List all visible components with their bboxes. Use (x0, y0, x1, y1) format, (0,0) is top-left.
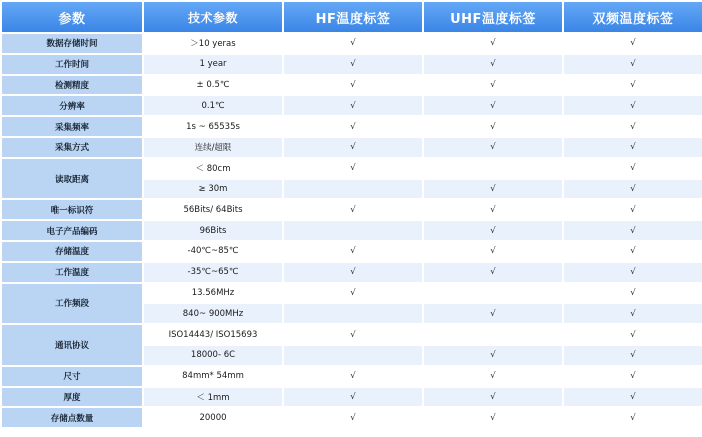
check-mark-icon: √ (630, 163, 636, 174)
table-row (2, 138, 702, 157)
table-row (2, 117, 702, 136)
check-mark-icon: √ (490, 100, 496, 111)
check-mark-icon: √ (350, 412, 356, 423)
spec-value-cell: 96Bits (144, 221, 282, 240)
spec-value-cell: 0.1℃ (144, 96, 282, 115)
dual-check-cell (564, 55, 702, 74)
dual-check-cell (564, 34, 702, 53)
check-mark-icon: √ (350, 287, 356, 298)
check-mark-icon: √ (490, 412, 496, 423)
dual-check-cell (564, 200, 702, 219)
dual-check-cell (564, 76, 702, 95)
param-name-cell: 工作温度 (2, 263, 142, 282)
spec-value-cell: 1 year (144, 55, 282, 74)
spec-value-cell: -35℃~65℃ (144, 263, 282, 282)
hf-check-cell (284, 408, 422, 427)
param-name-cell: 尺寸 (2, 367, 142, 386)
param-name-cell: 通讯协议 (2, 325, 142, 365)
spec-value-cell: 20000 (144, 408, 282, 427)
hf-check-cell (284, 55, 422, 74)
check-mark-icon: √ (350, 100, 356, 111)
check-mark-icon: √ (490, 59, 496, 70)
spec-value-cell: ＞10 yeras (144, 34, 282, 53)
uhf-check-cell (424, 159, 562, 178)
uhf-check-cell (424, 55, 562, 74)
table-row (2, 325, 702, 344)
uhf-check-cell (424, 117, 562, 136)
spec-value-cell: ＜ 1mm (144, 388, 282, 407)
dual-check-cell (564, 180, 702, 199)
check-mark-icon: √ (490, 350, 496, 361)
check-mark-icon: √ (490, 204, 496, 215)
check-mark-icon: √ (350, 329, 356, 340)
dual-check-cell (564, 96, 702, 115)
table-row (2, 159, 702, 178)
hf-check-cell (284, 367, 422, 386)
hf-check-cell (284, 284, 422, 303)
check-mark-icon: √ (490, 391, 496, 402)
check-mark-icon: √ (350, 391, 356, 402)
param-name-cell: 存储点数量 (2, 408, 142, 427)
check-mark-icon: √ (490, 225, 496, 236)
uhf-check-cell (424, 200, 562, 219)
spec-value-cell: 18000- 6C (144, 346, 282, 365)
check-mark-icon: √ (630, 329, 636, 340)
hf-check-cell (284, 200, 422, 219)
spec-value-cell: -40℃~85℃ (144, 242, 282, 261)
spec-value-cell: 13.56MHz (144, 284, 282, 303)
table-row (2, 242, 702, 261)
table-row (2, 408, 702, 427)
spec-value-cell: ＜ 80cm (144, 159, 282, 178)
uhf-check-cell (424, 34, 562, 53)
uhf-check-cell (424, 325, 562, 344)
check-mark-icon: √ (490, 38, 496, 49)
check-mark-icon: √ (630, 183, 636, 194)
uhf-check-cell (424, 304, 562, 323)
spec-value-cell: ISO14443/ ISO15693 (144, 325, 282, 344)
table-row (2, 34, 702, 53)
hf-check-cell (284, 388, 422, 407)
hf-check-cell (284, 76, 422, 95)
check-mark-icon: √ (630, 142, 636, 153)
param-name-cell: 检测精度 (2, 76, 142, 95)
hf-check-cell (284, 117, 422, 136)
spec-value-cell: 56Bits/ 64Bits (144, 200, 282, 219)
check-mark-icon: √ (630, 308, 636, 319)
dual-check-cell (564, 367, 702, 386)
param-name-cell: 唯一标识符 (2, 200, 142, 219)
header-hf-tag: HF温度标签 (284, 2, 422, 32)
check-mark-icon: √ (490, 142, 496, 153)
hf-check-cell (284, 221, 422, 240)
hf-check-cell (284, 159, 422, 178)
table-row (2, 221, 702, 240)
spec-value-cell: ± 0.5℃ (144, 76, 282, 95)
uhf-check-cell (424, 138, 562, 157)
header-tech-spec: 技术参数 (144, 2, 282, 32)
dual-check-cell (564, 242, 702, 261)
check-mark-icon: √ (490, 79, 496, 90)
uhf-check-cell (424, 346, 562, 365)
hf-check-cell (284, 138, 422, 157)
param-name-cell: 工作时间 (2, 55, 142, 74)
check-mark-icon: √ (350, 246, 356, 257)
uhf-check-cell (424, 96, 562, 115)
check-mark-icon: √ (630, 391, 636, 402)
param-name-cell: 存储温度 (2, 242, 142, 261)
check-mark-icon: √ (630, 412, 636, 423)
param-name-cell: 数据存储时间 (2, 34, 142, 53)
table-row (2, 284, 702, 303)
check-mark-icon: √ (630, 246, 636, 257)
uhf-check-cell (424, 221, 562, 240)
check-mark-icon: √ (350, 142, 356, 153)
hf-check-cell (284, 34, 422, 53)
check-mark-icon: √ (630, 59, 636, 70)
dual-check-cell (564, 263, 702, 282)
param-name-cell: 采集方式 (2, 138, 142, 157)
header-param: 参数 (2, 2, 142, 32)
dual-check-cell (564, 221, 702, 240)
hf-check-cell (284, 325, 422, 344)
table-row (2, 388, 702, 407)
hf-check-cell (284, 96, 422, 115)
spec-value-cell: ≥ 30m (144, 180, 282, 199)
header-dual-tag: 双频温度标签 (564, 2, 702, 32)
uhf-check-cell (424, 76, 562, 95)
param-name-cell: 工作频段 (2, 284, 142, 324)
uhf-check-cell (424, 388, 562, 407)
table-row (2, 263, 702, 282)
check-mark-icon: √ (630, 267, 636, 278)
uhf-check-cell (424, 284, 562, 303)
param-name-cell: 读取距离 (2, 159, 142, 199)
check-mark-icon: √ (350, 204, 356, 215)
table-row (2, 200, 702, 219)
dual-check-cell (564, 138, 702, 157)
check-mark-icon: √ (630, 121, 636, 132)
spec-value-cell: 840~ 900MHz (144, 304, 282, 323)
dual-check-cell (564, 408, 702, 427)
dual-check-cell (564, 284, 702, 303)
check-mark-icon: √ (490, 371, 496, 382)
check-mark-icon: √ (630, 79, 636, 90)
param-name-cell: 分辨率 (2, 96, 142, 115)
check-mark-icon: √ (490, 183, 496, 194)
table-header-row (2, 2, 702, 32)
spec-value-cell: 84mm* 54mm (144, 367, 282, 386)
hf-check-cell (284, 346, 422, 365)
check-mark-icon: √ (350, 371, 356, 382)
param-name-cell: 采集频率 (2, 117, 142, 136)
check-mark-icon: √ (630, 287, 636, 298)
param-name-cell: 厚度 (2, 388, 142, 407)
hf-check-cell (284, 263, 422, 282)
spec-value-cell: 连续/超限 (144, 138, 282, 157)
dual-check-cell (564, 346, 702, 365)
check-mark-icon: √ (350, 79, 356, 90)
check-mark-icon: √ (350, 267, 356, 278)
uhf-check-cell (424, 263, 562, 282)
spec-value-cell: 1s ~ 65535s (144, 117, 282, 136)
check-mark-icon: √ (630, 38, 636, 49)
check-mark-icon: √ (350, 121, 356, 132)
check-mark-icon: √ (350, 59, 356, 70)
table-body (2, 34, 702, 427)
param-name-cell: 电子产品编码 (2, 221, 142, 240)
check-mark-icon: √ (490, 267, 496, 278)
dual-check-cell (564, 325, 702, 344)
uhf-check-cell (424, 367, 562, 386)
check-mark-icon: √ (490, 121, 496, 132)
table-row (2, 96, 702, 115)
dual-check-cell (564, 117, 702, 136)
hf-check-cell (284, 242, 422, 261)
hf-check-cell (284, 304, 422, 323)
uhf-check-cell (424, 242, 562, 261)
check-mark-icon: √ (490, 308, 496, 319)
dual-check-cell (564, 159, 702, 178)
check-mark-icon: √ (630, 204, 636, 215)
check-mark-icon: √ (490, 246, 496, 257)
check-mark-icon: √ (630, 350, 636, 361)
check-mark-icon: √ (630, 371, 636, 382)
check-mark-icon: √ (350, 38, 356, 49)
table-row (2, 55, 702, 74)
check-mark-icon: √ (630, 100, 636, 111)
check-mark-icon: √ (350, 163, 356, 174)
hf-check-cell (284, 180, 422, 199)
table-row (2, 367, 702, 386)
uhf-check-cell (424, 408, 562, 427)
dual-check-cell (564, 388, 702, 407)
dual-check-cell (564, 304, 702, 323)
check-mark-icon: √ (630, 225, 636, 236)
uhf-check-cell (424, 180, 562, 199)
header-uhf-tag: UHF温度标签 (424, 2, 562, 32)
table-row (2, 76, 702, 95)
